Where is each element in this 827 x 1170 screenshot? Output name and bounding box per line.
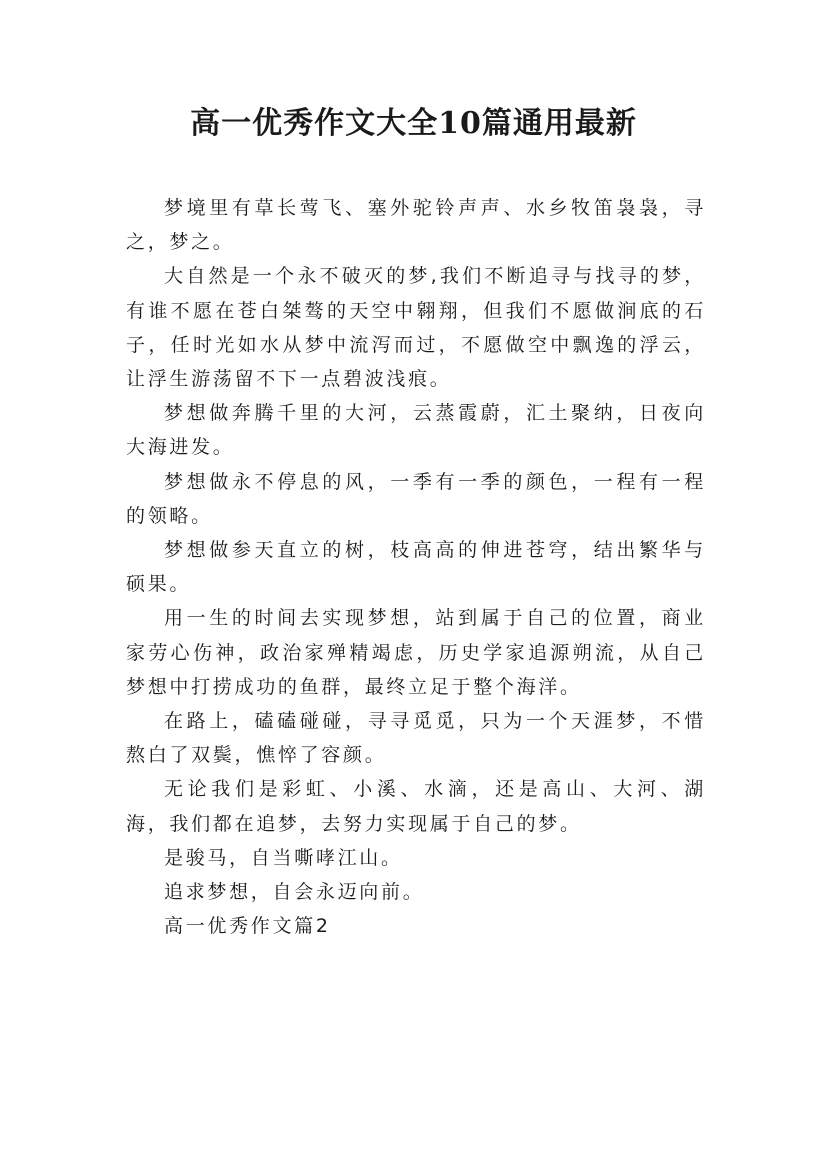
document-body xyxy=(126,191,706,943)
paragraph: 梦想做参天直立的树，枝高高的伸进苍穹，结出繁华与硕果。 xyxy=(126,539,706,596)
paragraph: 用一生的时间去实现梦想，站到属于自己的位置，商业家劳心伤神，政治家殚精竭虑，历史学家追源朔流，从自己梦想中打捞成功的鱼群，最终立足于整个海洋。 xyxy=(126,607,706,698)
paragraph: 大自然是一个永不破灭的梦,我们不断追寻与找寻的梦，有谁不愿在苍白桀骜的天空中翱翔，但我们不愿做涧底的石子，任时光如水从梦中流泻而过，不愿做空中飘逸的浮云，让浮生游荡留不下一点碧波浅痕。 xyxy=(126,265,706,391)
paragraph: 追求梦想，自会永迈向前。 xyxy=(164,881,425,904)
section-heading: 高一优秀作文篇2 xyxy=(164,915,331,938)
document-title: 高一优秀作文大全10篇通用最新 xyxy=(190,106,637,141)
paragraph: 无论我们是彩虹、小溪、水滴，还是高山、大河、湖海，我们都在追梦，去努力实现属于自己的梦。 xyxy=(126,778,706,835)
paragraph: 在路上，磕磕碰碰，寻寻觅觅，只为一个天涯梦，不惜熬白了双鬓，憔悴了容颜。 xyxy=(126,710,706,767)
paragraph: 是骏马，自当嘶哮江山。 xyxy=(164,846,403,869)
paragraph: 梦想做永不停息的风，一季有一季的颜色，一程有一程的领略。 xyxy=(126,470,706,527)
paragraph: 梦境里有草长莺飞、塞外驼铃声声、水乡牧笛袅袅，寻之，梦之。 xyxy=(126,197,706,254)
paragraph: 梦想做奔腾千里的大河，云蒸霞蔚，汇土聚纳，日夜向大海进发。 xyxy=(126,402,706,459)
